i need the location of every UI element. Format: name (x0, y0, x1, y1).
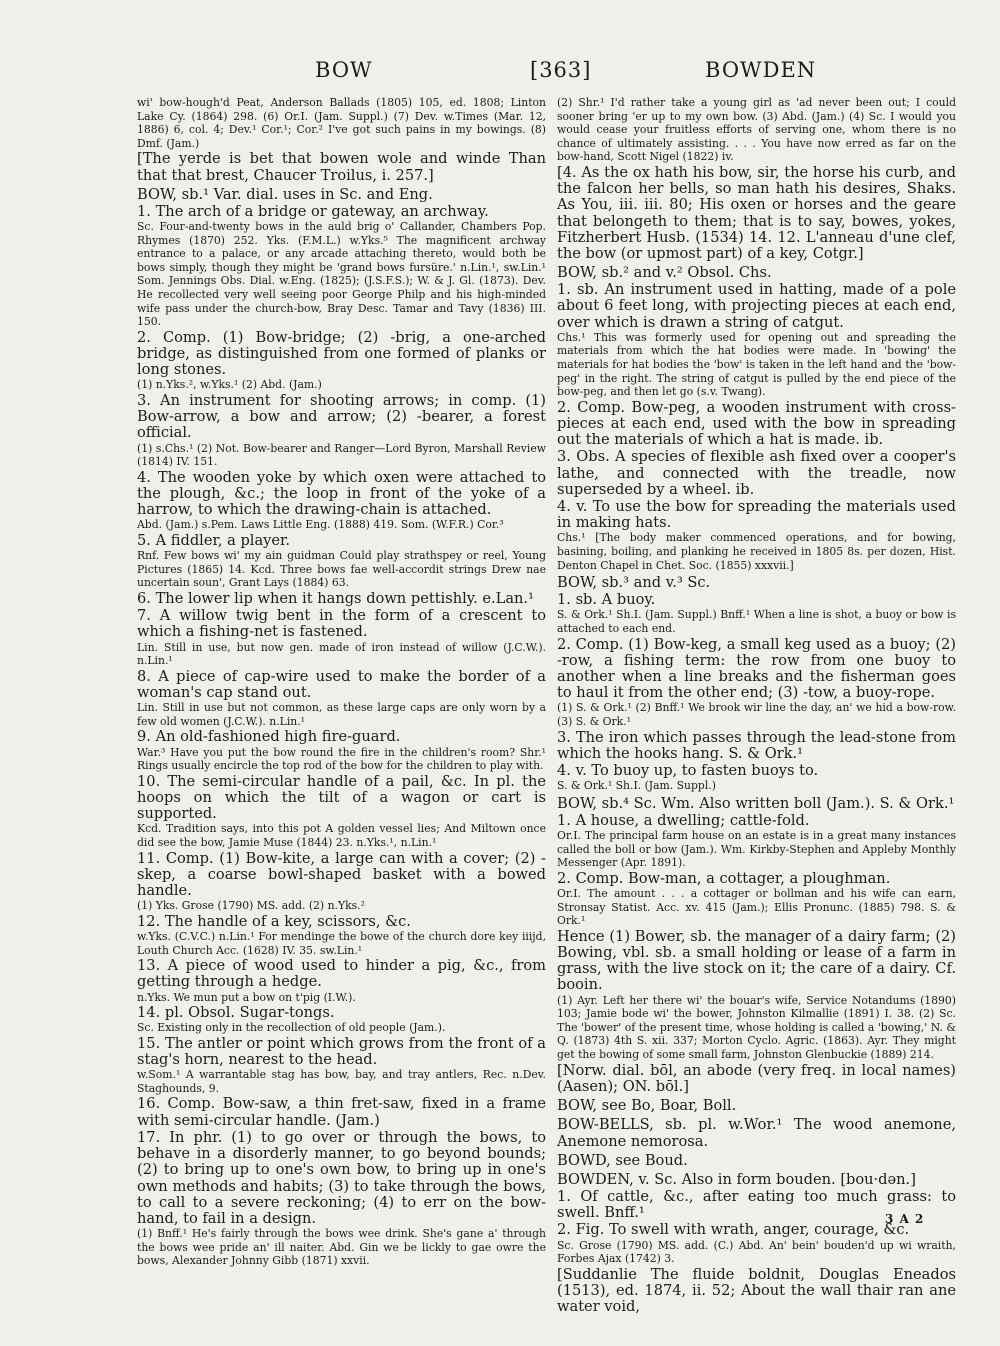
citation-paragraph: S. & Ork.¹ Sh.I. (Jam. Suppl.) Bnff.¹ When a line is shot, a buoy or bow is attached to each end. (557, 608, 956, 635)
definition-paragraph: 2. Fig. To swell with wrath, anger, courage, &c. (557, 1221, 910, 1239)
definition-paragraph: 5. A fiddler, a player. (137, 531, 291, 549)
definition-paragraph: [The yerde is bet that bowen wole and winde Than that that brest, Chaucer Troilus, i. 257.] (137, 150, 546, 184)
definition-paragraph: 13. A piece of wood used to hinder a pig, &c., from getting through a hedge. (137, 957, 546, 991)
definition-paragraph: 2. Comp. (1) Bow-keg, a small keg used as a buoy; (2) -row, a fishing term: the row from one buoy to another when a line breaks and the fisherman goes to haul it from the other end; (3) -tow, a buoy-rope. (557, 635, 956, 702)
definition-paragraph: 3. Obs. A species of flexible ash fixed over a cooper's lathe, and connected with the treadle, now superseded by a wheel. ib. (557, 448, 956, 498)
citation-paragraph: Sc. Grose (1790) MS. add. (C.) Abd. An' bein' bouden'd up wi wraith, Forbes Ajax (1742) 3. (557, 1238, 956, 1266)
citation-paragraph: Or.I. The principal farm house on an estate is in a great many instances called the boll or bow (Jam.). Wm. Kirkby-Stephen and Appleby Monthly Messenger (Apr. 1891). (557, 828, 956, 870)
citation-paragraph: wi' bow-hough'd Peat, Anderson Ballads (1805) 105, ed. 1808; Linton Lake Cy. (1864) 298. (6) Or.I. (Jam. Suppl.) (7) Dev. w.Times (Mar. 12, 1886) 6, col. 4; Dev.¹ Cor.¹; Cor.² I've got such pains in my bowings. (8) Dmf. (Jam.) (137, 96, 546, 150)
page-header (135, 58, 955, 88)
header-left-word: BOW (315, 58, 373, 82)
definition-paragraph: [Norw. dial. bōl, an abode (very freq. in local names) (Aasen); ON. bōl.] (557, 1061, 956, 1095)
citation-paragraph: Sc. Existing only in the recollection of old people (Jam.). (137, 1021, 446, 1035)
definition-paragraph: 7. A willow twig bent in the form of a crescent to which a fishing-net is fastened. (137, 607, 546, 641)
definition-paragraph: 4. The wooden yoke by which oxen were attached to the plough, &c.; the loop in front of the yoke of a harrow, to which the drawing-chain is attached. (137, 468, 546, 519)
citation-paragraph: n.Yks. We mun put a bow on t'pig (I.W.). (137, 990, 356, 1004)
definition-paragraph: 6. The lower lip when it hangs down pettishly. e.Lan.¹ (137, 589, 534, 607)
citation-paragraph: Sc. Four-and-twenty bows in the auld brig o' Callander, Chambers Pop. Rhymes (1870) 252. Yks. (F.M.L.) w.Yks.⁵ The magnificent archway entrance to a palace, or any arcade attaching thereto, would both be bows simply, though they might be 'grand bows fursüre.' n.Lin.¹, sw.Lin.¹ Som. Jennings Obs. Dial. w.Eng. (1825); (J.S.F.S.); W. & J. Gl. (1873). Dev. He recollected very well seeing poor George Philp and his high-minded wife pass under the church-bow, Bray Desc. Tamar and Tavy (1836) III. 150. (137, 219, 546, 329)
citation-paragraph: w.Yks. (C.V.C.) n.Lin.¹ For mendinge the bowe of the church dore key iiijd, Louth Church Acc. (1628) IV. 35. sw.Lin.¹ (137, 929, 546, 957)
definition-paragraph: 1. Of cattle, &c., after eating too much grass: to swell. Bnff.¹ (557, 1187, 956, 1222)
citation-paragraph: w.Som.¹ A warrantable stag has bow, bay, and tray antlers, Rec. n.Dev. Staghounds, 9. (137, 1068, 546, 1095)
definition-paragraph: 1. sb. A buoy. (557, 591, 656, 609)
definition-paragraph: 8. A piece of cap-wire used to make the border of a woman's cap stand out. (137, 667, 546, 701)
definition-paragraph: [4. As the ox hath his bow, sir, the horse his curb, and the falcon her bells, so man hath his desires, Shaks. As You, iii. iii. 80; His oxen or horses and the geare that belongeth to them; that is to say, bowes, yokes, Fitzherbert Husb. (1534) 14. 12. L'anneau d'une clef, the bow (or upmost part) of a key, Cotgr.] (557, 163, 956, 262)
citation-paragraph: Abd. (Jam.) s.Pem. Laws Little Eng. (1888) 419. Som. (W.F.R.) Cor.³ (137, 518, 504, 532)
left-column (137, 96, 546, 1269)
header-right-word: BOWDEN (705, 58, 817, 82)
headword-entry: BOW, sb.⁴ Sc. Wm. Also written boll (Jam.). S. & Ork.¹ (557, 794, 955, 812)
citation-paragraph: (1) S. & Ork.¹ (2) Bnff.¹ We brook wir line the day, an' we hid a bow-row. (3) S. & Ork.¹ (557, 701, 956, 728)
headword-entry: BOW, sb.³ and v.³ Sc. (557, 574, 711, 592)
definition-paragraph: Hence (1) Bower, sb. the manager of a dairy farm; (2) Bowing, vbl. sb. a small holding or lease of a farm in grass, with the live stock on it; the care of a dairy. Cf. booin. (557, 927, 956, 994)
citation-paragraph: Chs.¹ This was formerly used for opening out and spreading the materials from which the hat bodies were made. In 'bowing' the materials for hat bodies the 'bow' is taken in the left hand and the 'bow-peg' in the right. The string of catgut is pulled by the end piece of the bow-peg, and then let go (s.v. Twang). (557, 330, 956, 399)
headword-entry: BOW-BELLS, sb. pl. w.Wor.¹ The wood anemone, Anemone nemorosa. (557, 1115, 956, 1150)
citation-paragraph: Chs.¹ [The body maker commenced operations, and for bowing, basining, boiling, and planking he received in 1805 8s. per dozen, Hist. Denton Chapel in Chet. Soc. (1855) xxxvii.] (557, 531, 956, 572)
citation-paragraph: Or.I. The amount . . . a cottager or bollman and his wife can earn, Stronsay Statist. Acc. xv. 415 (Jam.); Ellis Pronunc. (1885) 798. S. & Ork.¹ (557, 886, 956, 928)
citation-paragraph: (1) Bnff.¹ He's fairly through the bows wee drink. She's gane a' through the bows wee pride an' ill naiter. Abd. Gin we be lickly to gae owre the bows, Alexander Johnny Gibb (1871) xxvii. (137, 1227, 546, 1268)
right-column (557, 96, 956, 1315)
definition-paragraph: 4. v. To buoy up, to fasten buoys to. (557, 761, 819, 779)
definition-paragraph: 1. The arch of a bridge or gateway, an archway. (137, 202, 489, 220)
definition-paragraph: 2. Comp. Bow-peg, a wooden instrument with cross-pieces at each end, used with the bow in spreading out the materials of which a hat is made. ib. (557, 398, 956, 449)
citation-paragraph: Lin. Still in use but not common, as these large caps are only worn by a few old women (J.C.W.). n.Lin.¹ (137, 701, 546, 728)
definition-paragraph: 17. In phr. (1) to go over or through the bows, to behave in a disorderly manner, to go beyond bounds; (2) to bring up to one's own bow, to bring up in one's own methods and habits; (3) to take through the bows, to call to a severe reckoning; (4) to err on the bow-hand, to fail in a design. (137, 1128, 546, 1227)
definition-paragraph: 9. An old-fashioned high fire-guard. (137, 728, 401, 746)
definition-paragraph: 1. sb. An instrument used in hatting, made of a pole about 6 feet long, with projecting pieces at each end, over which is drawn a string of catgut. (557, 281, 956, 331)
headword-entry: BOW, see Bo, Boar, Boll. (557, 1096, 737, 1114)
page-number: [363] (530, 58, 592, 82)
definition-paragraph: 2. Comp. (1) Bow-bridge; (2) -brig, a one-arched bridge, as distinguished from one formed of planks or long stones. (137, 328, 546, 379)
definition-paragraph: 3. The iron which passes through the lead-stone from which the hooks hang. S. & Ork.¹ (557, 728, 956, 762)
citation-paragraph: (1) Ayr. Left her there wi' the bouar's wife, Service Notandums (1890) 103; Jamie bode wi' the bower, Johnston Kilmallie (1891) I. 38. (2) Sc. The 'bower' of the present time, whose holding is called a 'bowing,' N. & Q. (1873) 4th S. xii. 337; Morton Cyclo. Agric. (1863). Ayr. They might get the bowing of some small farm, Johnston Glenbuckie (1889) 214. (557, 993, 956, 1061)
definition-paragraph: [Suddanlie The fluide boldnit, Douglas Eneados (1513), ed. 1874, ii. 52; About the wall thair ran ane water void, (557, 1265, 956, 1316)
definition-paragraph: 15. The antler or point which grows from the front of a stag's horn, nearest to the head. (137, 1034, 546, 1069)
definition-paragraph: 2. Comp. Bow-man, a cottager, a ploughman. (557, 869, 891, 887)
citation-paragraph: Rnf. Few bows wi' my ain guidman Could play strathspey or reel, Young Pictures (1865) 14. Kcd. Three bows fae well-accordit strings Drew nae uncertain soun', Grant Lays (1884) 63. (137, 549, 546, 590)
citation-paragraph: (1) s.Chs.¹ (2) Not. Bow-bearer and Ranger—Lord Byron, Marshall Review (1814) IV. 151. (137, 441, 546, 469)
definition-paragraph: 12. The handle of a key, scissors, &c. (137, 912, 411, 930)
citation-paragraph: (2) Shr.¹ I'd rather take a young girl as 'ad never been out; I could sooner bring 'er up to my own bow. (3) Abd. (Jam.) (4) Sc. I would you would cease your fruitless efforts of serving one, whom there is no chance of ultimately assisting. . . . You have now erred as far on the bow-hand, Scott Nigel (1822) iv. (557, 96, 956, 164)
citation-paragraph: Kcd. Tradition says, into this pot A golden vessel lies; And Miltown once did see the bow, Jamie Muse (1844) 23. n.Yks.¹, n.Lin.¹ (137, 822, 546, 849)
citation-paragraph: S. & Ork.¹ Sh.I. (Jam. Suppl.) (557, 779, 716, 793)
definition-paragraph: 11. Comp. (1) Bow-kite, a large can with a cover; (2) -skep, a coarse bowl-shaped basket with a bowed handle. (137, 849, 546, 899)
citation-paragraph: (1) n.Yks.², w.Yks.¹ (2) Abd. (Jam.) (137, 378, 322, 392)
headword-entry: BOW, sb.¹ Var. dial. uses in Sc. and Eng. (137, 185, 433, 203)
citation-paragraph: War.³ Have you put the bow round the fire in the children's room? Shr.¹ Rings usually encircle the top rod of the bow for the children to play with. (137, 745, 546, 773)
citation-paragraph: Lin. Still in use, but now gen. made of iron instead of willow (J.C.W.). n.Lin.¹ (137, 640, 546, 668)
headword-entry: BOWDEN, v. Sc. Also in form bouden. [bou·dən.] (557, 1170, 916, 1188)
definition-paragraph: 14. pl. Obsol. Sugar-tongs. (137, 1004, 335, 1022)
definition-paragraph: 10. The semi-circular handle of a pail, &c. In pl. the hoops on which the tilt of a wagon or cart is supported. (137, 772, 546, 823)
definition-paragraph: 16. Comp. Bow-saw, a thin fret-saw, fixed in a frame with semi-circular handle. (Jam.) (137, 1095, 546, 1129)
definition-paragraph: 1. A house, a dwelling; cattle-fold. (557, 811, 810, 829)
headword-entry: BOW, sb.² and v.² Obsol. Chs. (557, 264, 772, 282)
citation-paragraph: (1) Yks. Grose (1790) MS. add. (2) n.Yks.² (137, 899, 365, 913)
definition-paragraph: 3. An instrument for shooting arrows; in comp. (1) Bow-arrow, a bow and arrow; (2) -bearer, a forest official. (137, 391, 546, 442)
signature-mark: 3 A 2 (885, 1212, 925, 1226)
definition-paragraph: 4. v. To use the bow for spreading the materials used in making hats. (557, 497, 956, 532)
headword-entry: BOWD, see Boud. (557, 1151, 688, 1169)
